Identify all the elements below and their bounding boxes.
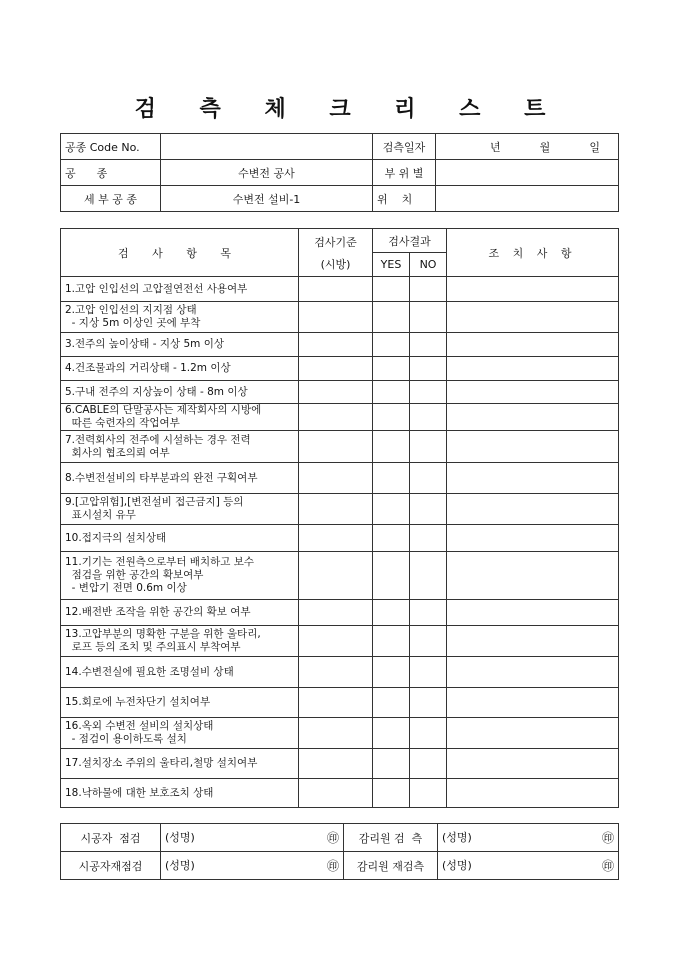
supervisor-check-label: 감리원 검 측 <box>344 824 438 852</box>
location-label: 위 치 <box>373 186 436 212</box>
signature-row <box>61 824 619 852</box>
detail-label: 세 부 공 종 <box>61 186 161 212</box>
checklist-row <box>61 302 619 333</box>
checklist-item: 3.전주의 높이상태 - 지상 5m 이상 <box>61 333 299 357</box>
date-value[interactable] <box>436 134 619 160</box>
no-cell[interactable] <box>410 688 447 718</box>
action-cell[interactable] <box>447 494 619 525</box>
checklist-row <box>61 718 619 749</box>
checklist-row <box>61 552 619 600</box>
header-standard-sub: (시방) <box>320 257 351 271</box>
checklist-item: 15.회로에 누전차단기 설치여부 <box>61 688 299 718</box>
standard-cell[interactable] <box>299 626 373 657</box>
info-table <box>60 133 619 212</box>
action-cell[interactable] <box>447 333 619 357</box>
contractor-check-sign[interactable] <box>161 824 344 852</box>
info-row-code <box>61 134 619 160</box>
no-cell[interactable] <box>410 552 447 600</box>
sign-name-label: (성명) <box>442 859 472 872</box>
standard-cell[interactable] <box>299 657 373 688</box>
supervisor-recheck-label: 감리원 재검측 <box>344 852 438 880</box>
header-no: NO <box>410 253 447 277</box>
action-cell[interactable] <box>447 277 619 302</box>
date-month: 월 <box>539 140 551 154</box>
no-cell[interactable] <box>410 404 447 431</box>
header-action: 조 치 사 항 <box>447 229 619 277</box>
checklist-header-row <box>61 229 619 253</box>
signature-table <box>60 823 619 880</box>
no-cell[interactable] <box>410 749 447 779</box>
checklist-item: 12.배전반 조작을 위한 공간의 확보 여부 <box>61 600 299 626</box>
yes-cell[interactable] <box>373 657 410 688</box>
action-cell[interactable] <box>447 525 619 552</box>
action-cell[interactable] <box>447 749 619 779</box>
checklist-row <box>61 404 619 431</box>
yes-cell[interactable] <box>373 357 410 381</box>
checklist-item: 6.CABLE의 단말공사는 제작회사의 시방에 따른 숙련자의 작업여부 <box>61 404 299 431</box>
checklist-row <box>61 600 619 626</box>
checklist-row <box>61 626 619 657</box>
checklist-row <box>61 333 619 357</box>
action-cell[interactable] <box>447 552 619 600</box>
checklist-item: 2.고압 인입선의 지지점 상태 - 지상 5m 이상인 곳에 부착 <box>61 302 299 333</box>
header-item: 검 사 항 목 <box>61 229 299 277</box>
checklist-row <box>61 494 619 525</box>
yes-cell[interactable] <box>373 431 410 463</box>
action-cell[interactable] <box>447 431 619 463</box>
standard-cell[interactable] <box>299 525 373 552</box>
checklist-row <box>61 749 619 779</box>
checklist-row <box>61 525 619 552</box>
page-title: 검 측 체 크 리 스 트 <box>134 96 564 122</box>
yes-cell[interactable] <box>373 626 410 657</box>
yes-cell[interactable] <box>373 277 410 302</box>
checklist-item: 10.접지극의 설치상태 <box>61 525 299 552</box>
action-cell[interactable] <box>447 302 619 333</box>
work-label: 공 종 <box>61 160 161 186</box>
yes-cell[interactable] <box>373 688 410 718</box>
standard-cell[interactable] <box>299 718 373 749</box>
checklist-item: 1.고압 인입선의 고압절연전선 사용여부 <box>61 277 299 302</box>
checklist-item: 5.구내 전주의 지상높이 상태 - 8m 이상 <box>61 381 299 404</box>
checklist-row <box>61 463 619 494</box>
standard-cell[interactable] <box>299 749 373 779</box>
yes-cell[interactable] <box>373 463 410 494</box>
checklist-row <box>61 431 619 463</box>
yes-cell[interactable] <box>373 494 410 525</box>
work-value[interactable]: 수변전 공사 <box>161 160 373 186</box>
sign-name-label: (성명) <box>442 831 472 844</box>
part-value[interactable] <box>436 160 619 186</box>
no-cell[interactable] <box>410 657 447 688</box>
standard-cell[interactable] <box>299 404 373 431</box>
date-label: 검측일자 <box>373 134 436 160</box>
detail-value[interactable]: 수변전 설비-1 <box>161 186 373 212</box>
checklist-row <box>61 381 619 404</box>
checklist-item: 18.낙하물에 대한 보호조치 상태 <box>61 779 299 808</box>
seal-icon: ㊞ <box>601 859 614 873</box>
standard-cell[interactable] <box>299 333 373 357</box>
checklist-item: 14.수변전실에 필요한 조명설비 상태 <box>61 657 299 688</box>
checklist-item: 13.고압부분의 명확한 구분을 위한 울타리, 로프 등의 조치 및 주의표시 부착여부 <box>61 626 299 657</box>
standard-cell[interactable] <box>299 463 373 494</box>
checklist-row <box>61 688 619 718</box>
no-cell[interactable] <box>410 463 447 494</box>
standard-cell[interactable] <box>299 552 373 600</box>
contractor-recheck-label: 시공자재점검 <box>61 852 161 880</box>
yes-cell[interactable] <box>373 404 410 431</box>
code-value[interactable] <box>161 134 373 160</box>
no-cell[interactable] <box>410 779 447 808</box>
action-cell[interactable] <box>447 381 619 404</box>
checklist-item: 17.설치장소 주위의 울타리,철망 설치여부 <box>61 749 299 779</box>
checklist-row <box>61 779 619 808</box>
checklist-row <box>61 357 619 381</box>
action-cell[interactable] <box>447 463 619 494</box>
date-day: 일 <box>589 140 600 154</box>
checklist-row <box>61 277 619 302</box>
action-cell[interactable] <box>447 600 619 626</box>
action-cell[interactable] <box>447 688 619 718</box>
header-standard-label: 검사기준 <box>314 235 357 249</box>
standard-cell[interactable] <box>299 431 373 463</box>
yes-cell[interactable] <box>373 779 410 808</box>
action-cell[interactable] <box>447 657 619 688</box>
header-standard <box>299 229 373 277</box>
no-cell[interactable] <box>410 333 447 357</box>
checklist-item: 8.수변전설비의 타부분과의 완전 구획여부 <box>61 463 299 494</box>
yes-cell[interactable] <box>373 302 410 333</box>
contractor-recheck-sign[interactable] <box>161 852 344 880</box>
yes-cell[interactable] <box>373 749 410 779</box>
standard-cell[interactable] <box>299 381 373 404</box>
seal-icon: ㊞ <box>601 831 614 845</box>
part-label: 부 위 별 <box>373 160 436 186</box>
no-cell[interactable] <box>410 357 447 381</box>
sign-name-label: (성명) <box>165 859 195 872</box>
yes-cell[interactable] <box>373 718 410 749</box>
no-cell[interactable] <box>410 525 447 552</box>
checklist-row <box>61 657 619 688</box>
no-cell[interactable] <box>410 718 447 749</box>
action-cell[interactable] <box>447 626 619 657</box>
standard-cell[interactable] <box>299 494 373 525</box>
action-cell[interactable] <box>447 718 619 749</box>
no-cell[interactable] <box>410 626 447 657</box>
standard-cell[interactable] <box>299 600 373 626</box>
no-cell[interactable] <box>410 600 447 626</box>
no-cell[interactable] <box>410 381 447 404</box>
no-cell[interactable] <box>410 302 447 333</box>
supervisor-recheck-sign[interactable] <box>438 852 619 880</box>
seal-icon: ㊞ <box>326 859 339 873</box>
yes-cell[interactable] <box>373 600 410 626</box>
info-row-work <box>61 160 619 186</box>
signature-row <box>61 852 619 880</box>
sign-name-label: (성명) <box>165 831 195 844</box>
standard-cell[interactable] <box>299 302 373 333</box>
action-cell[interactable] <box>447 779 619 808</box>
no-cell[interactable] <box>410 431 447 463</box>
header-yes: YES <box>373 253 410 277</box>
contractor-check-label: 시공자 점검 <box>61 824 161 852</box>
code-label: 공종 Code No. <box>61 134 161 160</box>
standard-cell[interactable] <box>299 688 373 718</box>
checklist-item: 7.전력회사의 전주에 시설하는 경우 전력 회사의 협조의뢰 여부 <box>61 431 299 463</box>
date-year: 년 <box>490 140 501 154</box>
standard-cell[interactable] <box>299 779 373 808</box>
info-row-detail <box>61 186 619 212</box>
yes-cell[interactable] <box>373 333 410 357</box>
action-cell[interactable] <box>447 357 619 381</box>
header-result: 검사결과 <box>373 229 447 253</box>
location-value[interactable] <box>436 186 619 212</box>
checklist-table <box>60 228 619 808</box>
checklist-item: 9.[고압위험],[변전설비 접근금지] 등의 표시설치 유무 <box>61 494 299 525</box>
seal-icon: ㊞ <box>326 831 339 845</box>
yes-cell[interactable] <box>373 381 410 404</box>
yes-cell[interactable] <box>373 552 410 600</box>
checklist-item: 16.옥외 수변전 설비의 설치상태 - 점검이 용이하도록 설치 <box>61 718 299 749</box>
checklist-item: 4.건조물과의 거리상태 - 1.2m 이상 <box>61 357 299 381</box>
standard-cell[interactable] <box>299 357 373 381</box>
no-cell[interactable] <box>410 277 447 302</box>
yes-cell[interactable] <box>373 525 410 552</box>
action-cell[interactable] <box>447 404 619 431</box>
standard-cell[interactable] <box>299 277 373 302</box>
no-cell[interactable] <box>410 494 447 525</box>
checklist-item: 11.기기는 전원측으로부터 배치하고 보수 점검을 위한 공간의 확보여부 - 변압기 전면 0.6m 이상 <box>61 552 299 600</box>
supervisor-check-sign[interactable] <box>438 824 619 852</box>
